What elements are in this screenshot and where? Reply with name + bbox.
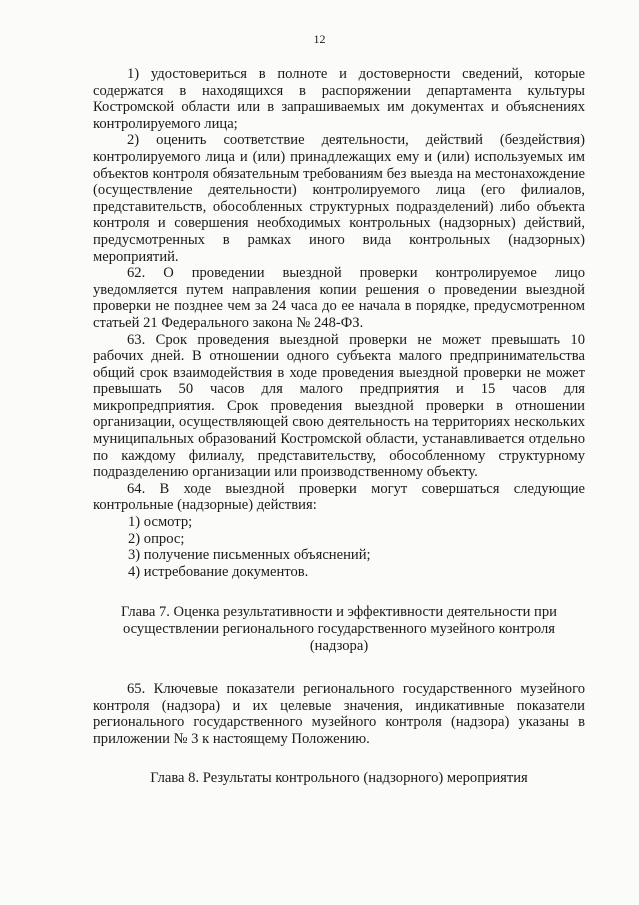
- document-body: [93, 66, 585, 813]
- paragraph-63: 63. Срок проведения выездной проверки не может превышать 10 рабочих дней. В отношении одного субъекта малого предпринимательства общий срок взаимодействия в ходе проведения выездной проверки не может превышать 50 часов для малого предприятия и 15 часов для микропредприятия. Срок проведения выездной проверки в отношении организации, осуществляющей свою деятельность на территориях нескольких муниципальных образований Костромской области, устанавливается отдельно по каждому филиалу, представительству, обособленному структурному подразделению организации или производственному объекту.: [93, 331, 585, 481]
- chapter-8-title: Глава 8. Результаты контрольного (надзорного) мероприятия: [150, 769, 528, 786]
- paragraph-item-1: 1) удостовериться в полноте и достоверности сведений, которые содержатся в находящихся в распоряжении департамента культуры Костромской области или в запрашиваемых им документах и объяснениях контролируемого лица;: [93, 66, 585, 132]
- list-item-document-request: 4) истребование документов.: [128, 563, 309, 580]
- paragraph-64: 64. В ходе выездной проверки могут совершаться следующие контрольные (надзорные) действия:: [93, 480, 585, 514]
- list-item-written-explanations: 3) получение письменных объяснений;: [128, 547, 371, 564]
- paragraph-62: 62. О проведении выездной проверки контролируемое лицо уведомляется путем направления копии решения о проведении выездной проверки не позднее чем за 24 часа до ее начала в порядке, предусмотренном статьей 21 Федерального закона № 248-ФЗ.: [93, 265, 585, 331]
- paragraph-item-2: 2) оценить соответствие деятельности, действий (бездействия) контролируемого лица и (или) принадлежащих ему и (или) используемых им объектов контроля обязательным требованиям без выезда на местонахождение (осуществление деятельности) контролируемого лица (его филиалов, представительств, обособленных структурных подразделений) либо объекта контроля и совершения необходимых контрольных (надзорных) действий, предусмотренных в рамках иного вида контрольных (надзорных) мероприятий.: [93, 132, 585, 265]
- list-item-inspection: 1) осмотр;: [128, 514, 193, 531]
- paragraph-65: 65. Ключевые показатели регионального государственного музейного контроля (надзора) и их целевые значения, индикативные показатели регионального государственного музейного контроля (надзора) указаны в приложении № 3 к настоящему Положению.: [93, 681, 585, 747]
- page-number: 12: [313, 32, 326, 46]
- chapter-7-title: Глава 7. Оценка результативности и эффективности деятельности при осуществлении регионального государственного музейного контроля (надзора): [121, 604, 557, 654]
- list-item-survey: 2) опрос;: [128, 530, 185, 547]
